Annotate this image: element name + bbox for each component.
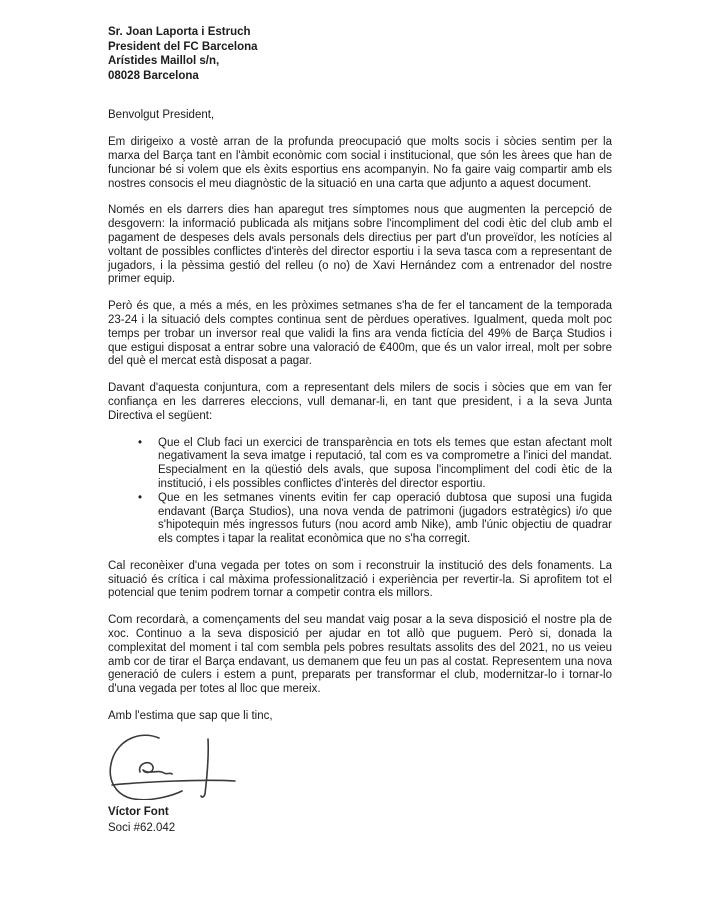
salutation: Benvolgut President, bbox=[108, 109, 215, 122]
paragraph-finances: Però és que, a més a més, en les pròximes setmanes s'ha de fer el tancament de la temporada 23-24 i la situació dels comptes continua sent de pèrdues operatives. Igualment, queda molt poc temps per trobar un inversor real que validi la fins ara venda fictícia del 49% de Barça Studios i que estigui disposat a entrar sobre una valoració de €400m, que és un valor irreal, molt per sobre del què el mercat està disposat a pagar. bbox=[108, 300, 612, 368]
list-item bbox=[108, 437, 612, 492]
paragraph-intro: Em dirigeixo a vostè arran de la profunda preocupació que molts socis i sòcies sentim per la marxa del Barça tant en l'àmbit econòmic com social i institucional, que són les àrees que han de funcionar bé si volem que els èxits esportius ens acompanyin. No fa gaire vaig compartir amb els nostres consocis el meu diagnòstic de la situació en una carta que adjunto a aquest document. bbox=[108, 136, 612, 190]
paragraph-step-aside: Com recordarà, a començaments del seu mandat vaig posar a la seva disposició el nostre pla de xoc. Continuo a la seva disposició per ajudar en tot allò que puguem. Però si, donada la complexitat del moment i tal com sembla pels pobres resultats assolits des del 2021, no us veieu amb cor de tirar el Barça endavant, us demanem que feu un pas al costat. Representem una nova generació de culers i estem a punt, preparats per transformar el club, modernitzar-lo i tornar-lo d'una vegada per totes al lloc que mereix. bbox=[108, 614, 612, 696]
handwritten-signature-image bbox=[102, 732, 238, 800]
bullet-icon: • bbox=[138, 491, 143, 504]
bullet-item-text: Que el Club faci un exercici de transparència en tots els temes que estan afectant molt negativament la seva imatge i reputació, tal com es va comprometre a l'inici del mandat. Especialment en la qüestió dels avals, que suposa l'incompliment del codi ètic de la institució, i els possibles conflictes d'interès del director esportiu. bbox=[158, 436, 612, 490]
paragraph-request-lead: Davant d'aquesta conjuntura, com a representant dels milers de socis i sòcies que em van fer confiança en les darreres eleccions, vull demanar-li, en tant que president, i a la seva Junta Directiva el següent: bbox=[108, 382, 612, 422]
recipient-block bbox=[108, 25, 612, 83]
member-number: Soci #62.042 bbox=[108, 821, 176, 834]
recipient-line: Arístides Maillol s/n, bbox=[108, 55, 220, 68]
paragraph-rebuild: Cal reconèixer d'una vegada per totes on som i reconstruir la institució des dels fonaments. La situació és crítica i cal màxima professionalització i experiència per revertir-la. Si aprofitem tot el potencial que tenim podrem tornar a competir contra els millors. bbox=[108, 559, 612, 600]
recipient-line: 08028 Barcelona bbox=[108, 69, 199, 82]
signature-block bbox=[102, 732, 612, 836]
farewell-line: Amb l'estima que sap que li tinc, bbox=[108, 710, 273, 723]
paragraph-symptoms: Només en els darrers dies han aparegut tres símptomes nous que augmenten la percepció de desgovern: la informació publicada als mitjans sobre l'incompliment del codi ètic del club amb el pagament de despeses dels avals personals dels directius per part d'un proveïdor, les notícies al voltant de possibles conflictes d'interès del director esportiu i la seva tasca com a representant de jugadors, i la pèssima gestió del relleu (o no) de Xavi Hernández com a entrenador del nostre primer equip. bbox=[108, 204, 612, 286]
bullet-item-text: Que en les setmanes vinents evitin fer cap operació dubtosa que suposi una fugida endavant (Barça Studios), una nova venda de patrimoni (jugadors estratègics) i/o que s'hipotequin més ingressos futurs (nou acord amb Nike), amb l'únic objectiu de quadrar els comptes i tapar la realitat econòmica que no s'ha corregit. bbox=[158, 491, 612, 546]
recipient-line: President del FC Barcelona bbox=[108, 40, 258, 53]
signature-name: Víctor Font bbox=[108, 805, 169, 818]
recipient-line: Sr. Joan Laporta i Estruch bbox=[108, 26, 251, 38]
bullet-icon: • bbox=[138, 436, 143, 449]
list-item bbox=[108, 492, 612, 547]
requests-list bbox=[108, 437, 612, 547]
